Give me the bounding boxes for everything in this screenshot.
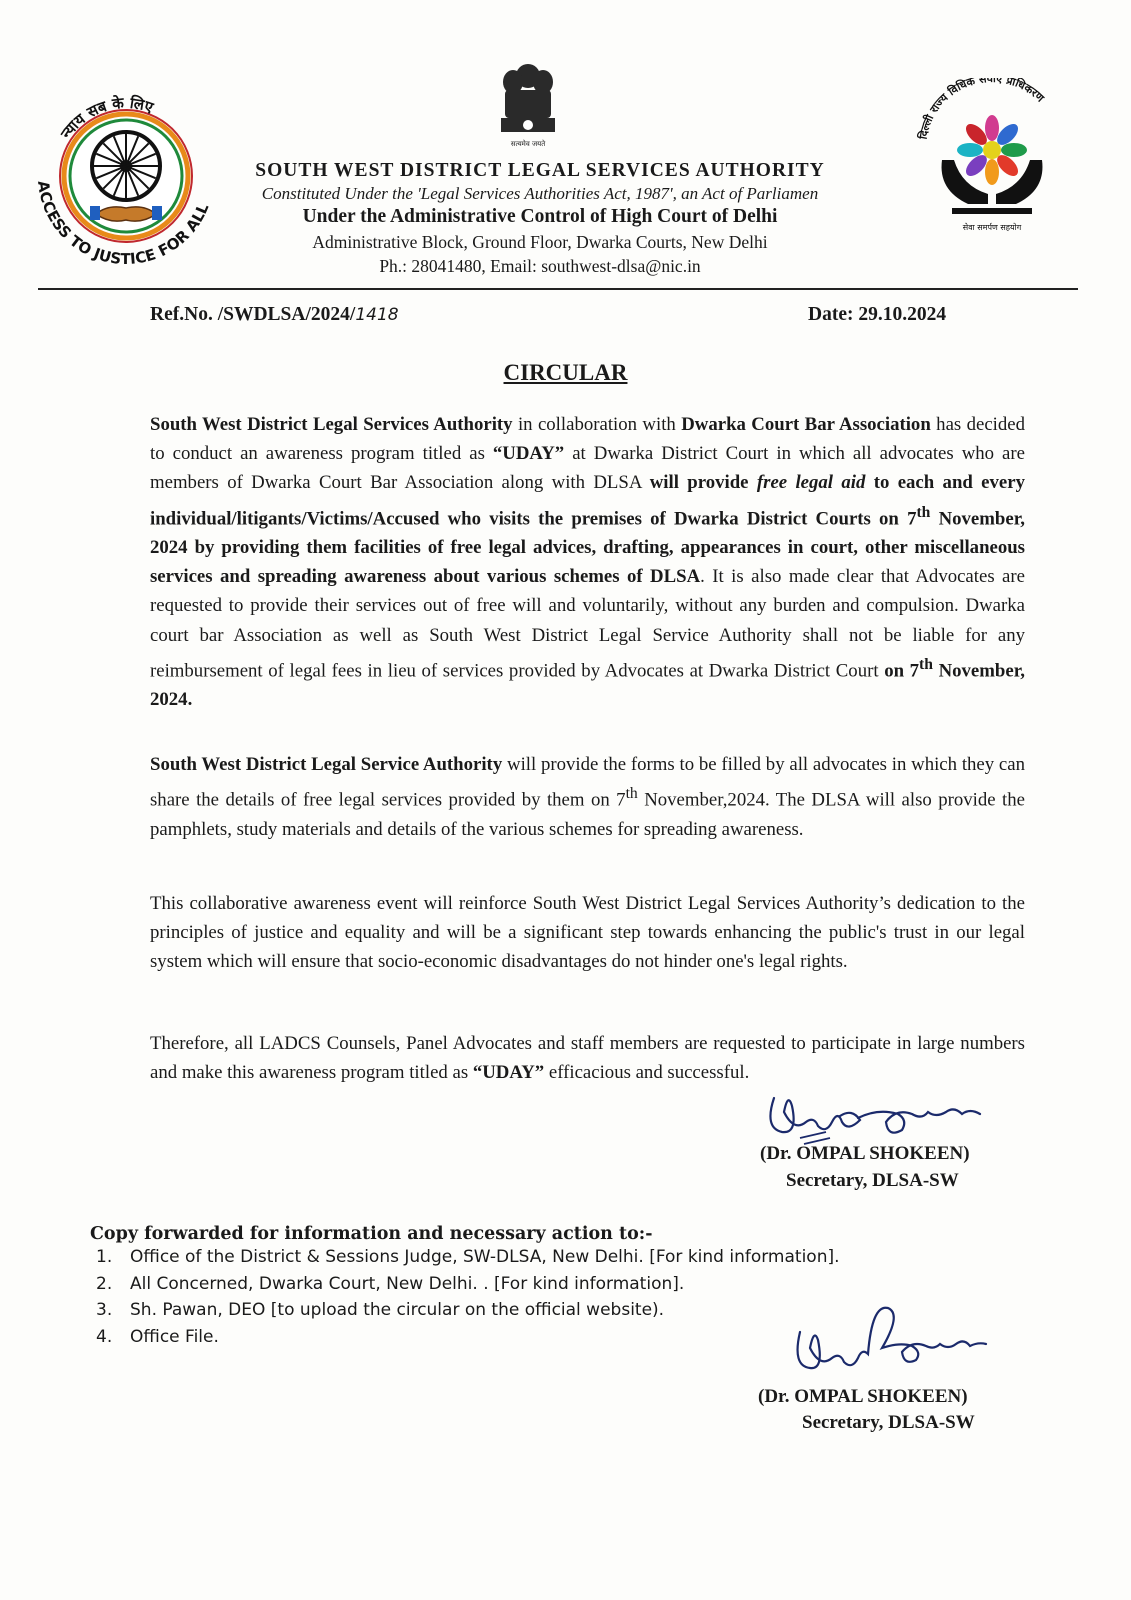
text-span: November,2024. The DLSA will also provide the pamphlets, study materials and details of the various schemes for spreading awareness. [150, 789, 1026, 840]
superscript: th [919, 655, 933, 673]
dslsa-logo [912, 78, 1072, 238]
text-span: November, 2024. [150, 660, 1026, 711]
document-title: CIRCULAR [503, 360, 628, 385]
signatory-2-name: (Dr. OMPAL SHOKEEN) [758, 1386, 968, 1407]
org-name: SOUTH WEST DISTRICT LEGAL SERVICES AUTHORITY [255, 160, 825, 181]
text-span: South West District Legal Services Authority [150, 414, 513, 435]
org-contact: Ph.: 28041480, Email: southwest-dlsa@nic.in [379, 256, 701, 276]
header-divider [38, 288, 1078, 290]
list-text: All Concerned, Dwarka Court, New Delhi. . [For kind information]. [130, 1273, 685, 1294]
signatory-name: (Dr. OMPAL SHOKEEN) [760, 1143, 970, 1164]
reference-prefix: Ref.No. /SWDLSA/2024/ [150, 304, 356, 325]
list-number: 4. [96, 1326, 113, 1347]
list-item [96, 1244, 840, 1271]
text-span: Dwarka Court Bar Association [681, 414, 931, 435]
circular-date: Date: 29.10.2024 [808, 304, 947, 325]
text-span: at Dwarka District Court in which all advocates who are members of Dwarka Court Bar Association along with DLSA [150, 443, 1025, 494]
text-span: will provide [649, 472, 757, 494]
emblem-motto: सत्यमेव जयते [510, 140, 546, 148]
list-item [96, 1297, 840, 1324]
text-span: Therefore, all LADCS Counsels, Panel Advocates and staff members are requested to participate in large numbers and make this awareness program titled as [150, 1033, 1025, 1084]
signatory-designation: Secretary, DLSA-SW [786, 1170, 959, 1191]
text-span: November, 2024 by providing them facilities of free legal advices, drafting, appearances in court, other miscellaneous services and spreading awareness about various schemes of DLSA [150, 507, 1026, 588]
list-text: Office File. [130, 1326, 219, 1347]
text-span: efficacious and successful. [544, 1062, 750, 1084]
org-control: Under the Administrative Control of High Court of Delhi [302, 206, 778, 227]
right-logo-text: दिल्ली राज्य विधिक सेवाएं प्राधिकरण [916, 78, 1047, 141]
text-span: free legal aid [756, 472, 866, 494]
text-span: on 7 [884, 660, 920, 682]
text-span: will provide the forms to be filled by all advocates in which they can share the details of free legal services provided by them on 7 [150, 754, 1025, 811]
superscript: th [916, 503, 931, 521]
list-number: 1. [96, 1247, 113, 1267]
text-span: in collaboration with [512, 414, 682, 435]
org-address: Administrative Block, Ground Floor, Dwarka Courts, New Delhi [312, 232, 768, 252]
text-span: has decided to conduct an awareness program titled as [150, 414, 1025, 465]
text-span: South West District Legal Service Authority [150, 754, 503, 775]
paragraph-2 [150, 750, 1025, 844]
text-span: “UDAY” [492, 443, 565, 465]
list-number: 2. [96, 1273, 113, 1294]
list-item [96, 1324, 840, 1351]
signature-1 [760, 1088, 1005, 1148]
handwritten-ref-no: 1418 [355, 305, 399, 325]
logo-text-bottom: ACCESS TO JUSTICE FOR ALL [34, 179, 213, 269]
text-span: “UDAY” [472, 1062, 545, 1084]
text-span: to each and every individual/litigants/Victims/Accused who visits the premises of Dwarka District Courts on 7 [150, 472, 1025, 529]
paragraph-1 [150, 410, 1025, 715]
text-span: . It is also made clear that Advocates are requested to provide their services out of free will and voluntarily, without any burden and compulsion. Dwarka court bar Association as well as South West District Legal Service Authority shall not be liable for any reimbursement of legal fees in lieu of services provided by Advocates at Dwarka District Court [150, 566, 1025, 682]
org-constitution: Constituted Under the 'Legal Services Authorities Act, 1987', an Act of Parliamen [261, 184, 819, 203]
signatory-2-designation: Secretary, DLSA-SW [802, 1412, 975, 1433]
state-emblem [493, 58, 563, 152]
list-number: 3. [96, 1300, 113, 1320]
logo-text-top: न्याय सब के लिए [56, 93, 156, 142]
copy-heading: Copy forwarded for information and necessary action to:- [90, 1224, 653, 1244]
signature-2 [790, 1302, 1020, 1384]
list-item [96, 1271, 840, 1298]
paragraph-3: This collaborative awareness event will reinforce South West District Legal Services Authority’s dedication to the principles of justice and equality and will be a significant step towards enhancing the public's trust in our legal system which will ensure that socio-economic disadvantages do not hinder one's legal rights. [150, 893, 1025, 973]
paragraph-4 [150, 1029, 1025, 1087]
list-text: Office of the District & Sessions Judge, SW-DLSA, New Delhi. [For kind information]. [130, 1247, 840, 1267]
list-text: Sh. Pawan, DEO [to upload the circular on the official website). [130, 1300, 665, 1320]
reference-number [150, 304, 399, 326]
copy-list [96, 1244, 840, 1350]
superscript: th [625, 785, 638, 803]
right-logo-tagline: सेवा समर्पण सहयोग [962, 223, 1022, 232]
